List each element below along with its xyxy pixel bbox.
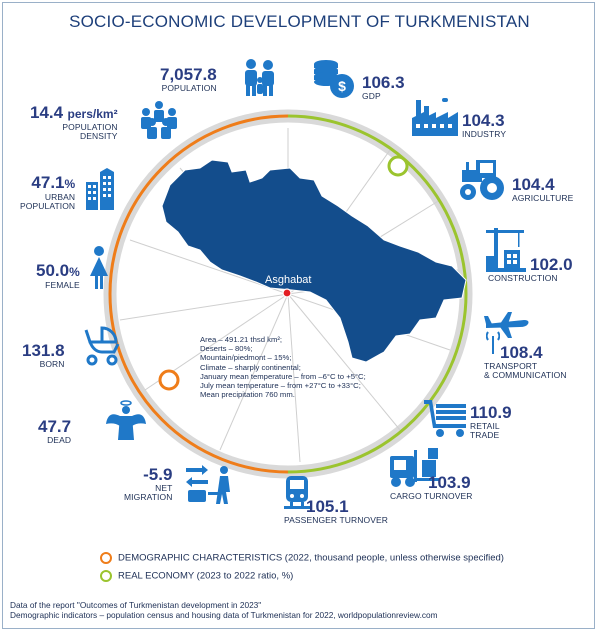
transport-value: 108.4 — [500, 343, 543, 362]
population-value: 7,057.8 — [160, 65, 217, 84]
svg-text:$: $ — [338, 78, 346, 94]
geo-info — [200, 335, 366, 400]
transport-label: TRANSPORT — [484, 360, 538, 371]
migration-stat — [124, 466, 172, 502]
demographic-marker — [160, 371, 178, 389]
construction-label: CONSTRUCTION — [488, 272, 558, 283]
urban-unit: % — [64, 177, 76, 191]
passenger-label: PASSENGER TURNOVER — [284, 514, 388, 525]
retail-value: 110.9 — [470, 403, 512, 422]
cargo-stat — [390, 474, 472, 501]
density-stat — [30, 104, 118, 141]
tractor-icon — [456, 158, 508, 202]
born-stat — [22, 342, 65, 369]
info-line: Mean precipitation 760 mm. — [200, 390, 295, 400]
migration-label-2: MIGRATION — [124, 491, 173, 502]
density-value: 14.4 — [30, 103, 64, 122]
retail-stat — [470, 404, 512, 440]
population-stat — [160, 66, 217, 93]
legend-economy — [100, 570, 293, 582]
info-line: Mountain/piedmont – 15%; — [200, 353, 292, 363]
luggage-icon — [184, 462, 238, 506]
stroller-icon — [80, 324, 122, 366]
page-title: SOCIO-ECONOMIC DEVELOPMENT OF TURKMENISTAN — [69, 12, 530, 31]
info-line: Deserts – 80%; — [200, 344, 253, 354]
urban-stat — [20, 174, 75, 211]
urban-label: URBAN — [44, 191, 76, 202]
urban-label-2: POPULATION — [20, 200, 76, 211]
retail-label: RETAIL — [470, 420, 500, 431]
density-label-2: DENSITY — [80, 130, 118, 141]
green-ring-icon — [100, 570, 112, 582]
cart-icon — [424, 398, 470, 438]
dead-stat — [38, 418, 71, 445]
info-line: January mean temperature – from –6°C to +5°C; — [200, 371, 366, 381]
migration-value: -5.9 — [143, 465, 173, 484]
factory-icon — [412, 96, 458, 136]
industry-value: 104.3 — [462, 111, 505, 130]
source-note — [10, 600, 438, 621]
migration-label: NET — [155, 482, 173, 493]
female-label: FEMALE — [45, 279, 80, 290]
buildings-icon — [84, 168, 118, 210]
crowd-icon — [138, 100, 180, 140]
family-icon — [242, 58, 280, 98]
density-unit: pers/km² — [67, 107, 118, 121]
female-unit: % — [69, 265, 80, 279]
source-line-1: Data of the report "Outcomes of Turkmenistan development in 2023" — [10, 600, 262, 610]
legend-demographic-text: DEMOGRAPHIC CHARACTERISTICS (2022, thousand people, unless otherwise specified) — [118, 552, 504, 564]
agriculture-stat — [512, 176, 573, 203]
gdp-value: 106.3 — [362, 73, 405, 92]
urban-value: 47.1 — [31, 173, 65, 192]
industry-stat — [462, 112, 506, 139]
population-label: POPULATION — [161, 82, 217, 93]
capital-marker — [283, 289, 291, 297]
economy-marker — [389, 157, 407, 175]
coins-icon — [312, 56, 356, 100]
info-line: Climate – sharply continental; — [200, 362, 301, 372]
cargo-value: 103.9 — [428, 473, 471, 492]
angel-icon — [106, 400, 146, 442]
info-line: Area – 491.21 thsd km²; — [200, 335, 283, 344]
born-value: 131.8 — [22, 341, 65, 360]
industry-label: INDUSTRY — [462, 128, 507, 139]
legend-economy-text: REAL ECONOMY (2023 to 2022 ratio, %) — [118, 570, 294, 582]
capital-label: Asghabat — [265, 274, 312, 286]
female-stat — [36, 262, 80, 290]
passenger-stat — [284, 498, 388, 525]
turkmenistan-map — [162, 160, 466, 362]
retail-label-2: TRADE — [470, 429, 500, 440]
construction-value: 102.0 — [530, 255, 573, 274]
cargo-label: CARGO TURNOVER — [390, 490, 473, 501]
source-line-2: Demographic indicators – population census and housing data of Turkmenistan for 2022, worldpopulationreview.com — [10, 610, 438, 621]
born-label: BORN — [39, 358, 65, 369]
agriculture-value: 104.4 — [512, 175, 555, 194]
gdp-stat — [362, 74, 405, 101]
agriculture-label: AGRICULTURE — [512, 192, 574, 203]
transport-stat — [484, 344, 567, 380]
orange-ring-icon — [100, 552, 112, 564]
dead-label: DEAD — [47, 434, 72, 445]
construction-stat — [488, 256, 573, 283]
passenger-value: 105.1 — [306, 497, 349, 516]
female-value: 50.0 — [36, 261, 70, 280]
dead-value: 47.7 — [38, 417, 72, 436]
density-label: POPULATION — [62, 121, 118, 132]
info-line: July mean temperature – from +27°C to +33°C; — [200, 381, 361, 391]
gdp-label: GDP — [362, 90, 381, 101]
legend-demographic — [100, 552, 504, 564]
woman-icon — [88, 246, 110, 290]
transport-label-2: & COMMUNICATION — [484, 369, 567, 380]
